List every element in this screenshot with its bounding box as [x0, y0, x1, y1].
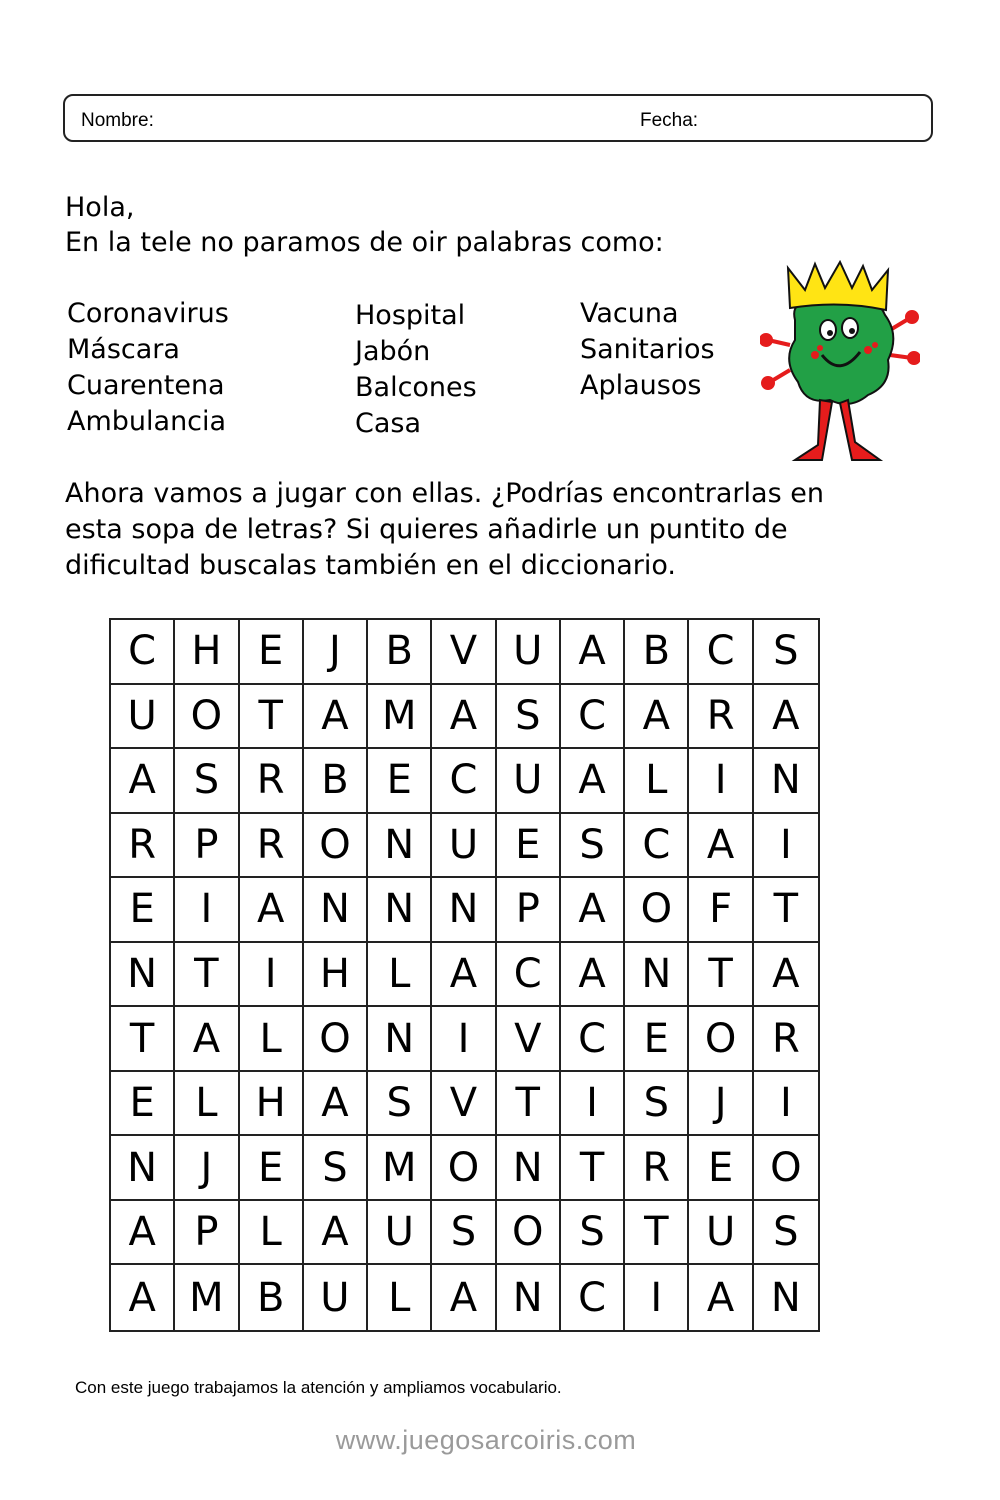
grid-cell[interactable]: T — [111, 1007, 175, 1072]
grid-cell[interactable]: A — [561, 943, 625, 1008]
grid-cell[interactable]: C — [111, 620, 175, 685]
grid-cell[interactable]: U — [432, 814, 496, 879]
grid-cell[interactable]: A — [175, 1007, 239, 1072]
grid-cell[interactable]: I — [754, 1072, 818, 1137]
word-item: Cuarentena — [67, 370, 225, 401]
grid-cell[interactable]: L — [240, 1201, 304, 1266]
grid-cell[interactable]: N — [432, 878, 496, 943]
grid-cell[interactable]: E — [368, 749, 432, 814]
word-item: Hospital — [355, 300, 466, 331]
word-item: Jabón — [355, 336, 431, 367]
grid-cell[interactable]: I — [625, 1265, 689, 1330]
instruction-line: esta sopa de letras? Si quieres añadirle un puntito de — [65, 514, 788, 545]
grid-cell[interactable]: S — [497, 685, 561, 750]
instruction-line: dificultad buscalas también en el diccionario. — [65, 550, 676, 581]
grid-cell[interactable]: N — [368, 1007, 432, 1072]
grid-cell[interactable]: B — [304, 749, 368, 814]
grid-cell[interactable]: B — [368, 620, 432, 685]
grid-cell[interactable]: U — [689, 1201, 753, 1266]
word-item: Casa — [355, 408, 422, 439]
grid-cell[interactable]: S — [432, 1201, 496, 1266]
grid-cell[interactable]: S — [754, 620, 818, 685]
grid-cell[interactable]: C — [561, 685, 625, 750]
grid-cell[interactable]: H — [304, 943, 368, 1008]
grid-cell[interactable]: L — [368, 943, 432, 1008]
grid-cell[interactable]: M — [368, 685, 432, 750]
grid-cell[interactable]: L — [368, 1265, 432, 1330]
grid-cell[interactable]: C — [561, 1265, 625, 1330]
grid-cell[interactable]: R — [689, 685, 753, 750]
grid-cell[interactable]: U — [304, 1265, 368, 1330]
grid-cell[interactable]: E — [111, 1072, 175, 1137]
grid-cell[interactable]: T — [561, 1136, 625, 1201]
grid-cell[interactable]: R — [754, 1007, 818, 1072]
grid-cell[interactable]: U — [497, 749, 561, 814]
word-item: Coronavirus — [67, 298, 229, 329]
grid-cell[interactable]: C — [432, 749, 496, 814]
grid-cell[interactable]: A — [625, 685, 689, 750]
grid-cell[interactable]: V — [432, 620, 496, 685]
grid-cell[interactable]: A — [432, 1265, 496, 1330]
grid-cell[interactable]: M — [368, 1136, 432, 1201]
grid-cell[interactable]: R — [240, 814, 304, 879]
word-column-1 — [67, 296, 229, 440]
grid-cell[interactable]: P — [175, 1201, 239, 1266]
grid-cell[interactable]: J — [304, 620, 368, 685]
grid-cell[interactable]: I — [432, 1007, 496, 1072]
word-item: Sanitarios — [580, 334, 715, 365]
grid-cell[interactable]: S — [561, 814, 625, 879]
grid-cell[interactable]: H — [175, 620, 239, 685]
grid-cell[interactable]: V — [432, 1072, 496, 1137]
grid-cell[interactable]: R — [625, 1136, 689, 1201]
grid-cell[interactable]: N — [625, 943, 689, 1008]
grid-cell[interactable]: I — [754, 814, 818, 879]
grid-cell[interactable]: H — [240, 1072, 304, 1137]
word-search-grid — [109, 618, 820, 1332]
word-item: Máscara — [67, 334, 180, 365]
grid-cell[interactable]: C — [561, 1007, 625, 1072]
grid-cell[interactable]: L — [625, 749, 689, 814]
grid-cell[interactable]: A — [689, 1265, 753, 1330]
grid-cell[interactable]: V — [497, 1007, 561, 1072]
grid-cell[interactable]: O — [754, 1136, 818, 1201]
grid-cell[interactable]: O — [625, 878, 689, 943]
grid-cell[interactable]: N — [770, 1274, 801, 1321]
grid-cell[interactable]: A — [561, 749, 625, 814]
grid-cell[interactable]: U — [111, 685, 175, 750]
website-url[interactable]: www.juegosarcoiris.com — [335, 1425, 637, 1455]
name-label: Nombre: — [81, 110, 154, 131]
grid-cell[interactable]: N — [497, 1136, 561, 1201]
grid-cell[interactable]: R — [111, 814, 175, 879]
grid-cell[interactable]: O — [432, 1136, 496, 1201]
grid-cell[interactable]: O — [304, 814, 368, 879]
grid-cell[interactable]: I — [561, 1072, 625, 1137]
grid-cell[interactable]: E — [689, 1136, 753, 1201]
grid-cell[interactable]: S — [368, 1072, 432, 1137]
grid-cell[interactable]: T — [240, 685, 304, 750]
grid-cell[interactable]: S — [625, 1072, 689, 1137]
grid-cell[interactable]: B — [240, 1265, 304, 1330]
grid-cell[interactable]: I — [175, 878, 239, 943]
grid-cell[interactable]: O — [175, 685, 239, 750]
date-label: Fecha: — [640, 110, 699, 131]
grid-cell[interactable]: A — [111, 749, 175, 814]
grid-cell[interactable]: N — [497, 1265, 561, 1330]
grid-cell[interactable]: E — [111, 878, 175, 943]
grid-cell[interactable]: C — [689, 620, 753, 685]
grid-cell[interactable]: F — [689, 878, 753, 943]
grid-cell[interactable]: A — [111, 1265, 175, 1330]
grid-cell[interactable]: A — [304, 685, 368, 750]
name-date-box — [63, 94, 933, 142]
grid-cell[interactable]: I — [689, 749, 753, 814]
instruction-line: Ahora vamos a jugar con ellas. ¿Podrías encontrarlas en — [65, 478, 824, 509]
grid-cell[interactable]: N — [111, 943, 175, 1008]
word-item: Ambulancia — [67, 406, 227, 437]
grid-cell[interactable]: J — [175, 1136, 239, 1201]
greeting: Hola, — [65, 192, 135, 223]
grid-cell[interactable]: A — [240, 878, 304, 943]
grid-cell[interactable]: S — [561, 1201, 625, 1266]
grid-cell[interactable]: S — [304, 1136, 368, 1201]
intro-line: En la tele no paramos de oir palabras como: — [65, 227, 664, 258]
grid-cell[interactable]: N — [368, 878, 432, 943]
grid-cell[interactable]: A — [689, 814, 753, 879]
grid-cell[interactable]: O — [497, 1201, 561, 1266]
grid-cell[interactable]: A — [304, 1072, 368, 1137]
grid-cell[interactable]: P — [497, 878, 561, 943]
grid-cell[interactable]: A — [432, 685, 496, 750]
grid-cell[interactable]: A — [432, 943, 496, 1008]
grid-cell[interactable]: A — [754, 943, 818, 1008]
grid-cell[interactable]: T — [175, 943, 239, 1008]
grid-cell[interactable]: U — [368, 1201, 432, 1266]
word-item: Balcones — [355, 372, 477, 403]
instructions-text — [65, 476, 925, 584]
grid-cell[interactable]: U — [497, 620, 561, 685]
grid-cell[interactable]: T — [497, 1072, 561, 1137]
grid-cell[interactable]: A — [561, 878, 625, 943]
grid-cell[interactable]: I — [240, 943, 304, 1008]
grid-cell[interactable]: O — [304, 1007, 368, 1072]
grid-cell[interactable]: N — [111, 1136, 175, 1201]
grid-cell[interactable]: M — [175, 1265, 239, 1330]
grid-cell[interactable]: A — [561, 620, 625, 685]
footer-note: Con este juego trabajamos la atención y ampliamos vocabulario. — [75, 1378, 562, 1397]
word-item: Aplausos — [580, 370, 702, 401]
grid-cell[interactable]: E — [240, 620, 304, 685]
grid-cell[interactable]: C — [625, 814, 689, 879]
grid-cell[interactable]: C — [497, 943, 561, 1008]
word-column-2 — [355, 298, 477, 442]
grid-cell[interactable]: R — [240, 749, 304, 814]
grid-cell[interactable]: P — [175, 814, 239, 879]
grid-cell[interactable]: E — [497, 814, 561, 879]
grid-cell[interactable]: A — [754, 685, 818, 750]
grid-cell[interactable]: E — [625, 1007, 689, 1072]
grid-cell[interactable]: N — [304, 878, 368, 943]
grid-cell[interactable]: J — [689, 1072, 753, 1137]
grid-cell[interactable]: A — [304, 1201, 368, 1266]
grid-cell[interactable]: S — [175, 749, 239, 814]
word-item: Vacuna — [580, 298, 679, 329]
grid-cell[interactable]: T — [625, 1201, 689, 1266]
virus-character-illustration — [760, 260, 920, 470]
grid-cell[interactable]: O — [689, 1007, 753, 1072]
grid-cell[interactable]: T — [689, 943, 753, 1008]
grid-cell[interactable]: N — [368, 814, 432, 879]
grid-cell[interactable]: S — [754, 1201, 818, 1266]
intro-text — [65, 190, 664, 260]
word-column-3 — [580, 296, 715, 404]
grid-cell[interactable]: N — [754, 749, 818, 814]
grid-cell[interactable]: B — [625, 620, 689, 685]
grid-cell[interactable]: T — [754, 878, 818, 943]
grid-cell[interactable]: L — [175, 1072, 239, 1137]
grid-cell[interactable]: L — [240, 1007, 304, 1072]
grid-cell[interactable]: A — [111, 1201, 175, 1266]
grid-cell[interactable]: E — [240, 1136, 304, 1201]
